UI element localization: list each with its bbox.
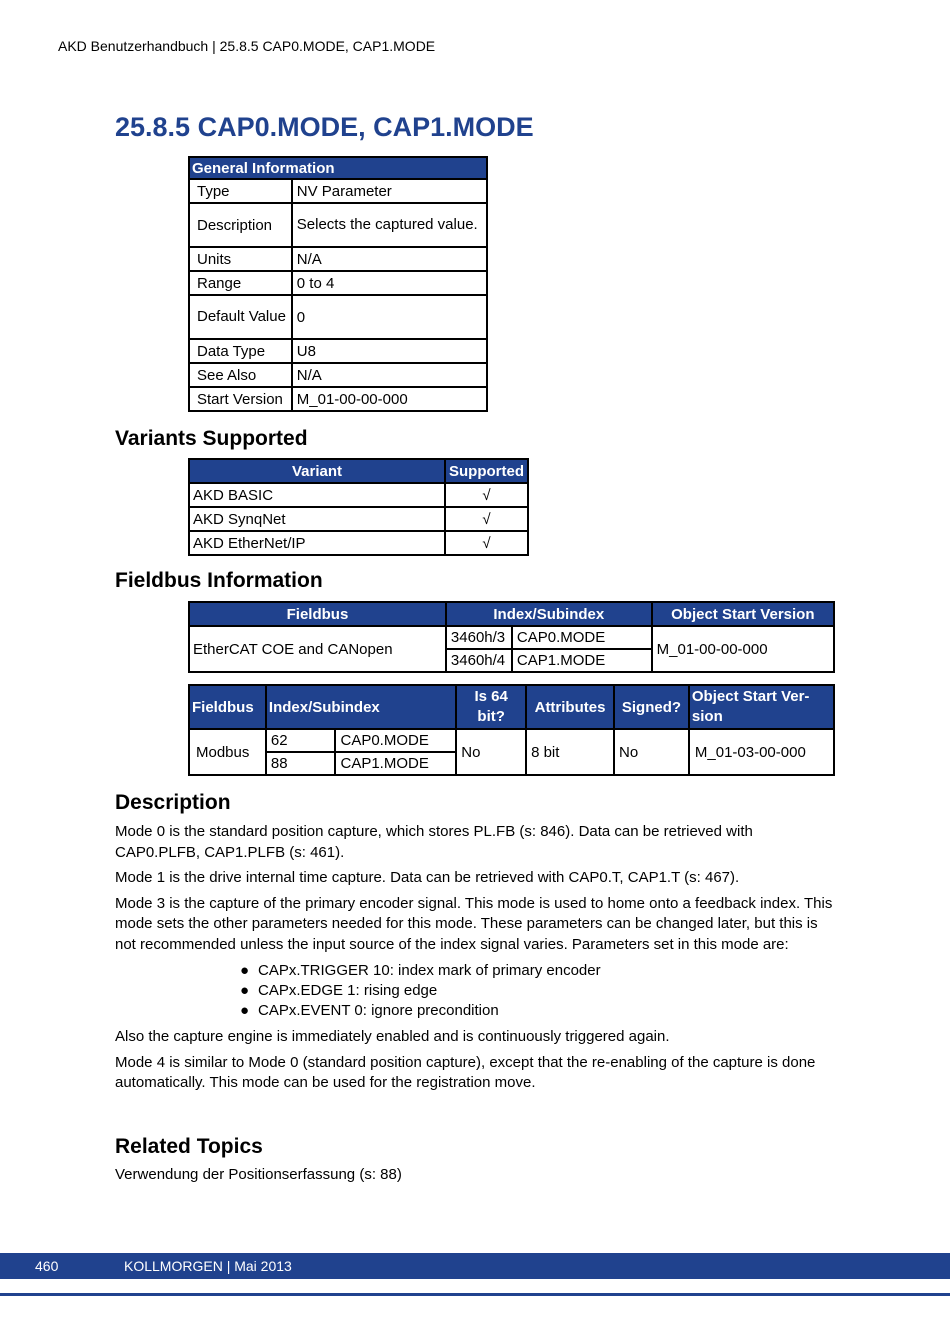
parameter-list [115,961,840,1021]
fieldbus-col-index: Index/Subindex [446,602,652,626]
modbus-col-version: Object Start Ver-sion [689,685,834,729]
fieldbus-modbus-table [188,684,835,776]
general-value-default: 0 [292,295,487,339]
general-value-description: Selects the captured value. [292,203,487,247]
fieldbus-param: CAP1.MODE [512,649,652,672]
fieldbus-heading: Fieldbus Information [115,569,323,592]
modbus-signed: No [614,729,689,775]
modbus-is64: No [456,729,526,775]
list-item-text: CAPx.EDGE 1: rising edge [258,982,438,999]
related-topics [115,1165,840,1186]
list-item-text: CAPx.TRIGGER 10: index mark of primary encoder [258,962,601,979]
general-label-range: Range [189,271,292,295]
modbus-index: 62 [266,729,336,752]
bullet-icon: ● [240,982,250,999]
description-paragraph: Also the capture engine is immediately enabled and is continuously triggered again. [115,1028,670,1045]
description-paragraph: Mode 3 is the capture of the primary encoder signal. This mode is used to home onto a feedback index. This mode sets the other parameters needed for this mode. These parameters can be changed later, but this is not recommended unless the input source of the index signal varies. Parameters set in this mode are: [115,894,833,953]
variants-table [188,458,529,556]
description-paragraph: Mode 4 is similar to Mode 0 (standard position capture), except that the re-enabling of the capture is done automatically. This mode can be used for the registration move. [115,1053,816,1091]
description-paragraph: Mode 0 is the standard position capture, which stores PL.FB (s: 846). Data can be retrieved with CAP0.PLFB, CAP1.PLFB (s: 461). [115,823,753,861]
general-label-units: Units [189,247,292,271]
variant-name: AKD BASIC [189,483,445,507]
list-item [240,981,840,1001]
variant-check-icon: √ [445,483,528,507]
fieldbus-name-ethercat: EtherCAT COE and CANopen [189,626,446,672]
page-number: 460 [35,1258,59,1274]
variants-col-supported: Supported [445,459,528,483]
general-info-table [188,156,488,412]
modbus-attributes: 8 bit [526,729,614,775]
related-heading: Related Topics [115,1135,263,1158]
general-value-datatype: U8 [292,339,487,363]
general-label-type: Type [189,179,292,203]
modbus-index: 88 [266,752,336,775]
general-value-range: 0 to 4 [292,271,487,295]
variants-heading: Variants Supported [115,427,308,450]
fieldbus-param: CAP0.MODE [512,626,652,649]
bullet-icon: ● [240,1002,250,1019]
general-label-default: Default Value [189,295,292,339]
description-heading: Description [115,791,231,814]
general-label-description: Description [189,203,292,247]
variant-check-icon: √ [445,531,528,555]
page-title: 25.8.5 CAP0.MODE, CAP1.MODE [115,112,534,142]
footer-text: KOLLMORGEN | Mai 2013 [124,1258,292,1274]
bullet-icon: ● [240,962,250,979]
general-value-seealso: N/A [292,363,487,387]
list-item-text: CAPx.EVENT 0: ignore precondition [258,1002,499,1019]
fieldbus-ethercat-table [188,601,835,673]
description-paragraph: Mode 1 is the drive internal time capture. Data can be retrieved with CAP0.T, CAP1.T (s: 467). [115,869,740,886]
variant-check-icon: √ [445,507,528,531]
footer-bar [0,1253,950,1279]
general-value-units: N/A [292,247,487,271]
modbus-name: Modbus [189,729,266,775]
general-label-datatype: Data Type [189,339,292,363]
modbus-col-is64: Is 64 bit? [456,685,526,729]
list-item [240,1001,840,1021]
running-header: AKD Benutzerhandbuch | 25.8.5 CAP0.MODE, CAP1.MODE [58,38,436,54]
general-info-header: General Information [189,157,487,179]
footer-divider [0,1293,950,1296]
general-label-startversion: Start Version [189,387,292,411]
modbus-param: CAP1.MODE [335,752,456,775]
general-label-seealso: See Also [189,363,292,387]
general-value-startversion: M_01-00-00-000 [292,387,487,411]
fieldbus-col-version: Object Start Version [652,602,834,626]
modbus-col-signed: Signed? [614,685,689,729]
related-topic-link[interactable]: Verwendung der Positionserfassung (s: 88) [115,1166,402,1183]
general-value-type: NV Parameter [292,179,487,203]
modbus-col-attributes: Attributes [526,685,614,729]
modbus-version: M_01-03-00-000 [689,729,834,775]
list-item [240,961,840,981]
modbus-col-fieldbus: Fieldbus [189,685,266,729]
description-body [115,822,840,1099]
fieldbus-index: 3460h/4 [446,649,512,672]
fieldbus-version: M_01-00-00-000 [652,626,834,672]
fieldbus-col-fieldbus: Fieldbus [189,602,446,626]
variant-name: AKD SynqNet [189,507,445,531]
fieldbus-index: 3460h/3 [446,626,512,649]
variants-col-variant: Variant [189,459,445,483]
modbus-col-index: Index/Subindex [266,685,456,729]
modbus-param: CAP0.MODE [335,729,456,752]
variant-name: AKD EtherNet/IP [189,531,445,555]
